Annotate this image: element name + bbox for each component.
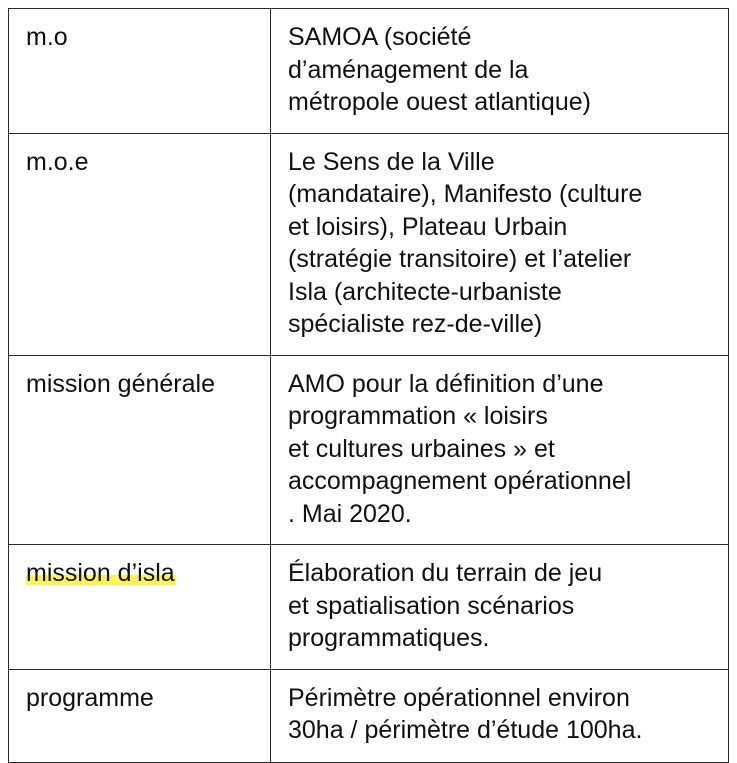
row-value-moe bbox=[271, 133, 729, 355]
value-text: Élaboration du terrain de jeu et spatialisation scénarios programmatiques. bbox=[288, 559, 603, 652]
label-text: mission générale bbox=[26, 369, 215, 398]
value-text: Périmètre opérationnel environ 30ha / périmètre d’étude 100ha. bbox=[288, 683, 643, 744]
row-label-moe bbox=[9, 133, 271, 355]
table-row-programme bbox=[9, 669, 729, 762]
row-label-mission-isla bbox=[9, 545, 271, 670]
value-text: AMO pour la définition d’une programmation « loisirs et cultures urbaines » et accompagnement opérationnel . Mai 2020. bbox=[288, 369, 632, 528]
table-row-mission-isla bbox=[9, 545, 729, 670]
row-value-mo bbox=[271, 9, 729, 134]
row-label-mission-generale bbox=[9, 355, 271, 545]
value-text: Le Sens de la Ville (mandataire), Manifesto (culture et loisirs), Plateau Urbain (stratégie transitoire) et l’atelier Isla (architecte-urbaniste spécialiste rez-de-ville) bbox=[288, 147, 643, 338]
label-text: programme bbox=[26, 683, 154, 712]
table-row-moe bbox=[9, 133, 729, 355]
table-row-mission-generale bbox=[9, 355, 729, 545]
row-value-mission-isla bbox=[271, 545, 729, 670]
label-text: m.o bbox=[26, 23, 68, 51]
label-text: m.o.e bbox=[26, 147, 89, 176]
row-value-programme bbox=[271, 669, 729, 762]
row-label-programme bbox=[9, 669, 271, 762]
table-row-mo bbox=[9, 9, 729, 134]
highlighted-label-text: mission d’isla bbox=[26, 559, 175, 587]
row-value-mission-generale bbox=[271, 355, 729, 545]
project-info-sheet bbox=[8, 8, 728, 763]
project-info-table bbox=[8, 8, 729, 763]
value-text: SAMOA (société d’aménagement de la métropole ouest atlantique) bbox=[288, 23, 591, 116]
row-label-mo bbox=[9, 9, 271, 134]
